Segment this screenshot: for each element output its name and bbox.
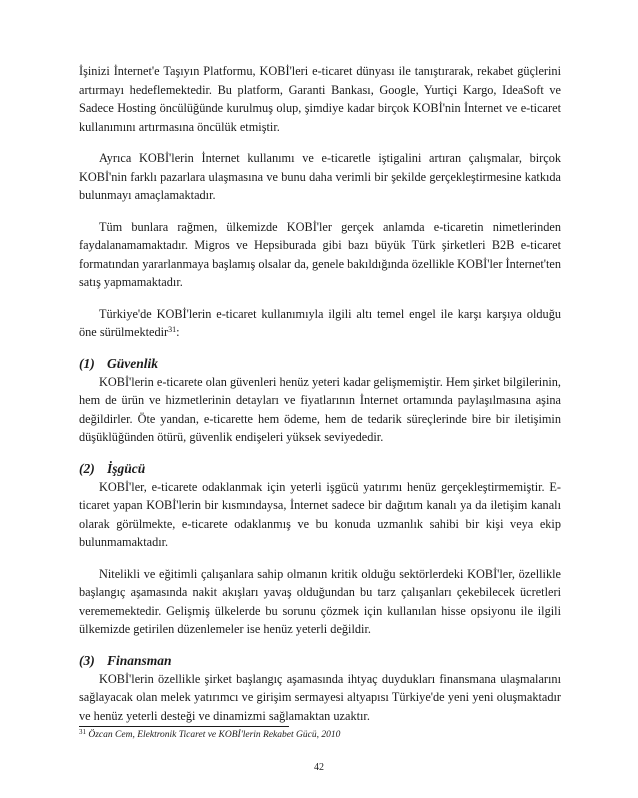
document-page	[79, 62, 561, 741]
footnote-text: Özcan Cem, Elektronik Ticaret ve KOBİ'lerin Rekabet Gücü, 2010	[88, 730, 341, 740]
footnote-number: 31	[79, 728, 86, 736]
paragraph-3: Tüm bunlara rağmen, ülkemizde KOBİ'ler gerçek anlamda e-ticaretin nimetlerinden faydalanamamaktadır. Migros ve Hepsiburada gibi bazı büyük Türk şirketleri B2B e-ticaret formatından yararlanmaya başlamış olsalar da, genele bakıldığında özellikle KOBİ'ler İnternet'ten satış yapmamaktadır.	[79, 219, 561, 289]
footnote-divider	[79, 726, 289, 727]
footnote-reference[interactable]: 31	[168, 325, 177, 334]
section-security-paragraph: KOBİ'lerin e-ticarete olan güvenleri henüz yeteri kadar gelişmemiştir. Hem şirket bilgilerinin, hem de ürün ve hizmetlerinin detayları ve fiyatlarının İnternet ortamında paylaşılmasına aşina değildirler. Öte yandan, e-ticarette hem ödeme, hem de tedarik süreçlerinde bire bir iletişimin düşüklüğünden ötürü, güvenlik endişeleri yüksek seviyededir.	[79, 374, 561, 444]
section-title: Güvenlik	[107, 355, 159, 371]
section-workforce-paragraph-2: Nitelikli ve eğitimli çalışanlara sahip olmanın kritik olduğu sektörlerdeki KOBİ'ler, özellikle başlangıç aşamasında nakit akışları yavaş olduğundan bu tarz çalışanları çekebilecek ücretleri verememektedir. Gelişmiş ülkelerde bu sorunu çözmek için kullanılan hisse opsiyonu ile ilgili ülkemizde getirilen düzenlemeler ise henüz yeterli değildir.	[79, 566, 561, 636]
section-number: (3)	[79, 652, 95, 668]
section-heading-security	[79, 355, 561, 373]
section-title: Finansman	[107, 652, 172, 668]
paragraph-4	[79, 305, 561, 342]
paragraph-4-text: Türkiye'de KOBİ'lerin e-ticaret kullanımıyla ilgili altı temel engel ile karşı karşıya olduğu öne sürülmektedir	[79, 306, 561, 339]
page-number: 42	[314, 762, 324, 773]
paragraph-4-end: :	[176, 325, 180, 339]
footnote	[79, 729, 561, 741]
section-workforce-paragraph-1: KOBİ'ler, e-ticarete odaklanmak için yeterli işgücü yatırımı henüz gerçekleştirmemiştir. E-ticaret yapan KOBİ'lerin bir kısmındaysa, İnternet sadece bir dağıtım kanalı ya da iletişim kanalı olarak görülmekte, e-ticarete odaklanmış ve bu konuda uzmanlık sahibi bir kişi veya ekip bulunmamaktadır.	[79, 479, 561, 549]
paragraph-2: Ayrıca KOBİ'lerin İnternet kullanımı ve e-ticaretle iştigalini artıran çalışmalar, birçok KOBİ'nin farklı pazarlara ulaşmasına ve bunu daha verimli bir şekilde gerçekleştirmesine katkıda bulunmayı amaçlamaktadır.	[79, 151, 561, 202]
section-heading-workforce	[79, 460, 561, 478]
section-heading-finance	[79, 652, 561, 670]
section-number: (2)	[79, 460, 95, 476]
section-title: İşgücü	[107, 460, 146, 476]
section-number: (1)	[79, 355, 95, 371]
section-finance-paragraph: KOBİ'lerin özellikle şirket başlangıç aşamasında ihtyaç duydukları finansmana ulaşmalarını sağlayacak olan melek yatırımcı ve girişim sermayesi altyapısı Türkiye'de yeni yeni oluşmaktadır ve henüz yeterli desteği ve dinamizmi sağlamaktan uzaktır.	[79, 671, 561, 723]
paragraph-1: İşinizi İnternet'e Taşıyın Platformu, KOBİ'leri e-ticaret dünyası ile tanıştırarak, rekabet güçlerini artırmayı hedeflemektedir. Bu platform, Garanti Bankası, Google, Yurtiçi Kargo, IdeaSoft ve Sadece Hosting öncülüğünde kurulmuş olup, şimdiye kadar birçok KOBİ'nin İnternet ve e-ticaret kullanımını artırmasına öncülük etmiştir.	[79, 64, 561, 134]
